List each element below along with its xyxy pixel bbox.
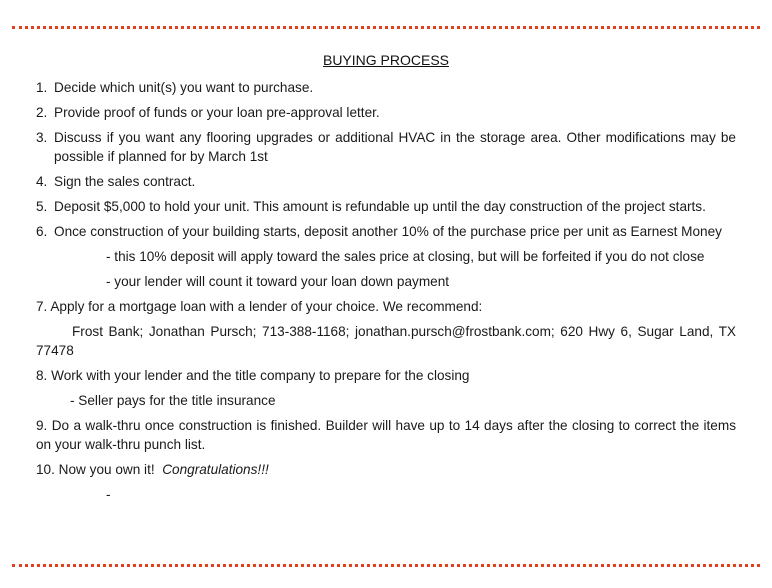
list-item-10	[36, 460, 736, 479]
list-item-text: Once construction of your building starts, deposit another 10% of the purchase price per unit as Earnest Money	[54, 224, 722, 239]
list-item-number: 1.	[36, 80, 48, 95]
trailing-dash: -	[106, 487, 111, 502]
bottom-dotted-rule	[12, 564, 760, 567]
congratulations-text: Congratulations!!!	[162, 462, 269, 477]
deposit-note: - this 10% deposit will apply toward the sales price at closing, but will be forfeited if you do not close	[106, 249, 705, 264]
list-item-number: 5.	[36, 199, 48, 214]
title-insurance-note: - Seller pays for the title insurance	[70, 393, 276, 408]
list-item	[36, 78, 736, 97]
list-item	[36, 222, 736, 241]
list-item-7: 7. Apply for a mortgage loan with a lender of your choice. We recommend:	[36, 299, 483, 314]
list-item-9: 9. Do a walk-thru once construction is finished. Builder will have up to 14 days after the closing to correct the items on your walk-thru punch list.	[36, 418, 736, 452]
list-item-text: Deposit $5,000 to hold your unit. This amount is refundable up until the day construction of the project starts.	[54, 199, 706, 214]
list-item-number: 2.	[36, 105, 48, 120]
list-item	[36, 172, 736, 191]
list-item-number: 4.	[36, 174, 48, 189]
list-item-text: Discuss if you want any flooring upgrades or additional HVAC in the storage area. Other modifications may be possible if planned for by March 1st	[54, 130, 736, 164]
list-item-text: Sign the sales contract.	[54, 174, 196, 189]
top-dotted-rule	[12, 26, 760, 29]
list-item-10-text: 10. Now you own it!	[36, 462, 155, 477]
page-title: BUYING PROCESS	[322, 52, 450, 68]
list-item-number: 6.	[36, 224, 48, 239]
lender-recommendation: Frost Bank; Jonathan Pursch; 713-388-1168; jonathan.pursch@frostbank.com; 620 Hwy 6, Sugar Land, TX 77478	[36, 324, 736, 358]
list-item	[36, 103, 736, 122]
deposit-note: - your lender will count it toward your loan down payment	[106, 274, 450, 289]
list-item	[36, 128, 736, 166]
list-item-8: 8. Work with your lender and the title company to prepare for the closing	[36, 368, 470, 383]
list-item-number: 3.	[36, 130, 48, 145]
list-item-text: Decide which unit(s) you want to purchase.	[54, 80, 314, 95]
buying-process-list	[36, 78, 736, 504]
list-item	[36, 197, 736, 216]
list-item-text: Provide proof of funds or your loan pre-approval letter.	[54, 105, 380, 120]
